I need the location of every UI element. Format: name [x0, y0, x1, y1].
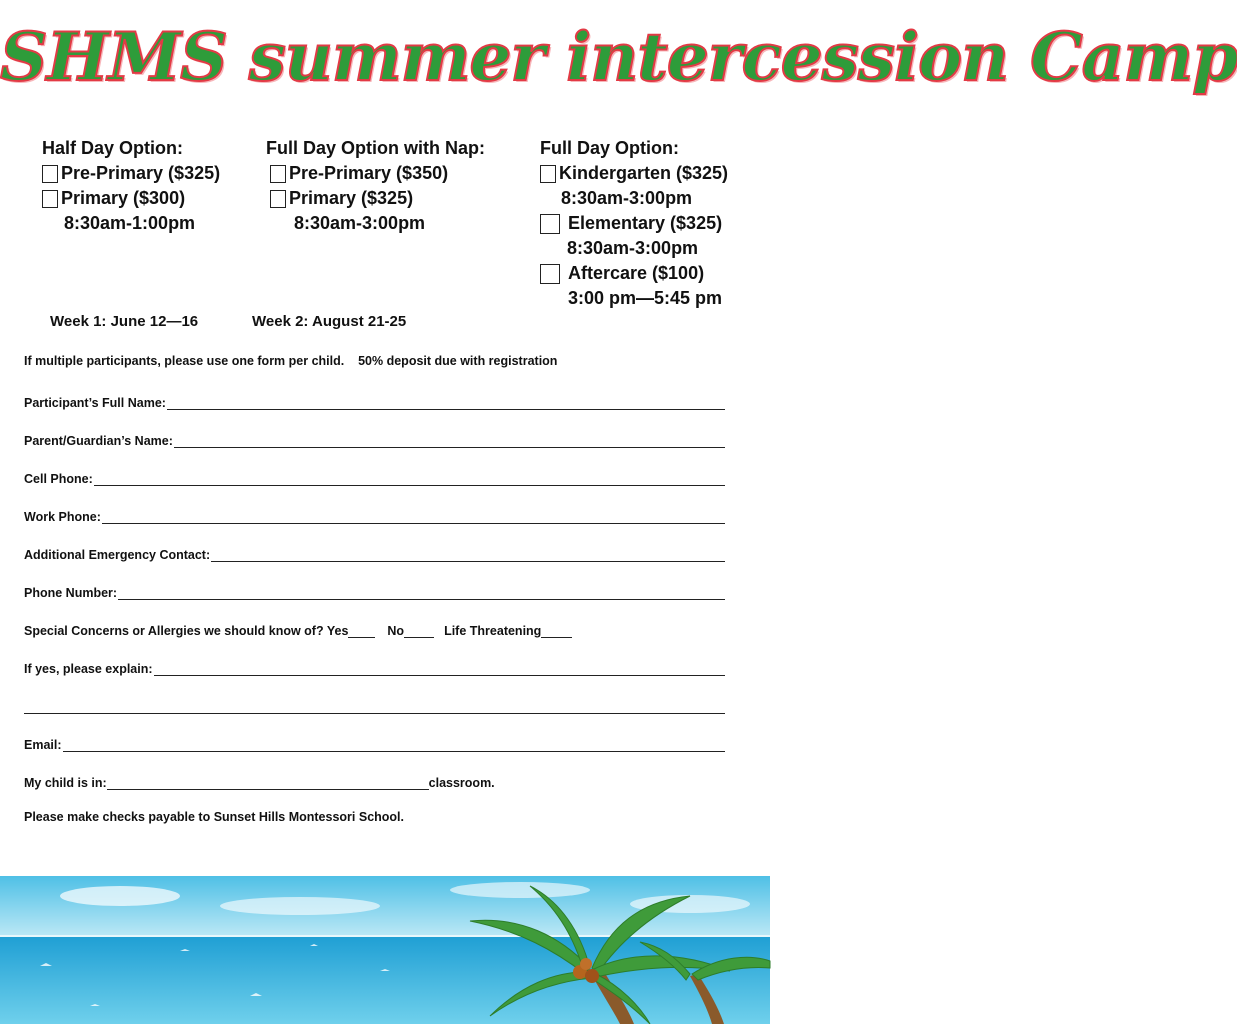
page-title: SHMS summer intercession Camp [0, 18, 1237, 96]
full-day-heading: Full Day Option: [540, 138, 679, 158]
emergency-contact-label: Additional Emergency Contact: [24, 548, 211, 562]
half-day-heading: Half Day Option: [42, 138, 184, 158]
email-label: Email: [24, 738, 62, 752]
checkbox-nap-primary[interactable] [270, 190, 286, 208]
participant-name-label: Participant’s Full Name: [24, 396, 166, 410]
life-threatening-field[interactable] [541, 625, 572, 638]
kindergarten-label: Kindergarten ($325) [559, 163, 729, 183]
explain-continued-field[interactable] [24, 696, 725, 714]
allergies-row [24, 620, 572, 638]
registration-notice: If multiple participants, please use one form per child. 50% deposit due with registration [24, 354, 558, 368]
explain-label: If yes, please explain: [24, 662, 153, 676]
half-day-option [42, 136, 220, 236]
allergies-no-field[interactable] [404, 625, 434, 638]
allergies-yes-field[interactable] [348, 625, 375, 638]
aftercare-label: Aftercare ($100) [568, 263, 705, 283]
kindergarten-time: 8:30am-3:00pm [561, 188, 693, 208]
parent-name-label: Parent/Guardian’s Name: [24, 434, 173, 448]
cell-phone-field[interactable] [24, 468, 725, 486]
life-threatening-label: Life Threatening [444, 624, 542, 638]
half-day-time: 8:30am-1:00pm [64, 213, 196, 233]
phone-number-label: Phone Number: [24, 586, 118, 600]
nap-primary-label: Primary ($325) [289, 188, 414, 208]
checks-payable-note: Please make checks payable to Sunset Hills Montessori School. [24, 810, 405, 824]
checkbox-kindergarten[interactable] [540, 165, 556, 183]
full-day-option [540, 136, 728, 311]
aftercare-time: 3:00 pm—5:45 pm [568, 288, 723, 308]
nap-pre-primary-label: Pre-Primary ($350) [289, 163, 449, 183]
email-field[interactable] [24, 734, 725, 752]
classroom-field[interactable] [107, 777, 429, 790]
checkbox-elementary[interactable] [540, 214, 560, 234]
phone-number-field[interactable] [24, 582, 725, 600]
classroom-row [24, 772, 495, 790]
work-phone-field[interactable] [24, 506, 725, 524]
classroom-suffix: classroom. [428, 776, 495, 790]
allergies-label: Special Concerns or Allergies we should know of? Yes [24, 624, 349, 638]
beach-palm-illustration [0, 876, 770, 1024]
cell-phone-label: Cell Phone: [24, 472, 93, 486]
elementary-label: Elementary ($325) [568, 213, 723, 233]
checkbox-half-pre-primary[interactable] [42, 165, 58, 183]
checkbox-half-primary[interactable] [42, 190, 58, 208]
half-pre-primary-label: Pre-Primary ($325) [61, 163, 221, 183]
full-nap-time: 8:30am-3:00pm [294, 213, 426, 233]
checkbox-aftercare[interactable] [540, 264, 560, 284]
checkbox-nap-pre-primary[interactable] [270, 165, 286, 183]
half-primary-label: Primary ($300) [61, 188, 186, 208]
allergies-no-label: No [387, 624, 405, 638]
emergency-contact-field[interactable] [24, 544, 725, 562]
elementary-time: 8:30am-3:00pm [567, 238, 699, 258]
work-phone-label: Work Phone: [24, 510, 101, 524]
participant-name-field[interactable] [24, 392, 725, 410]
parent-name-field[interactable] [24, 430, 725, 448]
full-day-nap-option [266, 136, 485, 236]
full-nap-heading: Full Day Option with Nap: [266, 138, 485, 158]
week-1: Week 1: June 12—16 [50, 313, 199, 330]
week-2: Week 2: August 21-25 [252, 313, 407, 330]
classroom-label: My child is in: [24, 776, 107, 790]
explain-field[interactable] [24, 658, 725, 676]
